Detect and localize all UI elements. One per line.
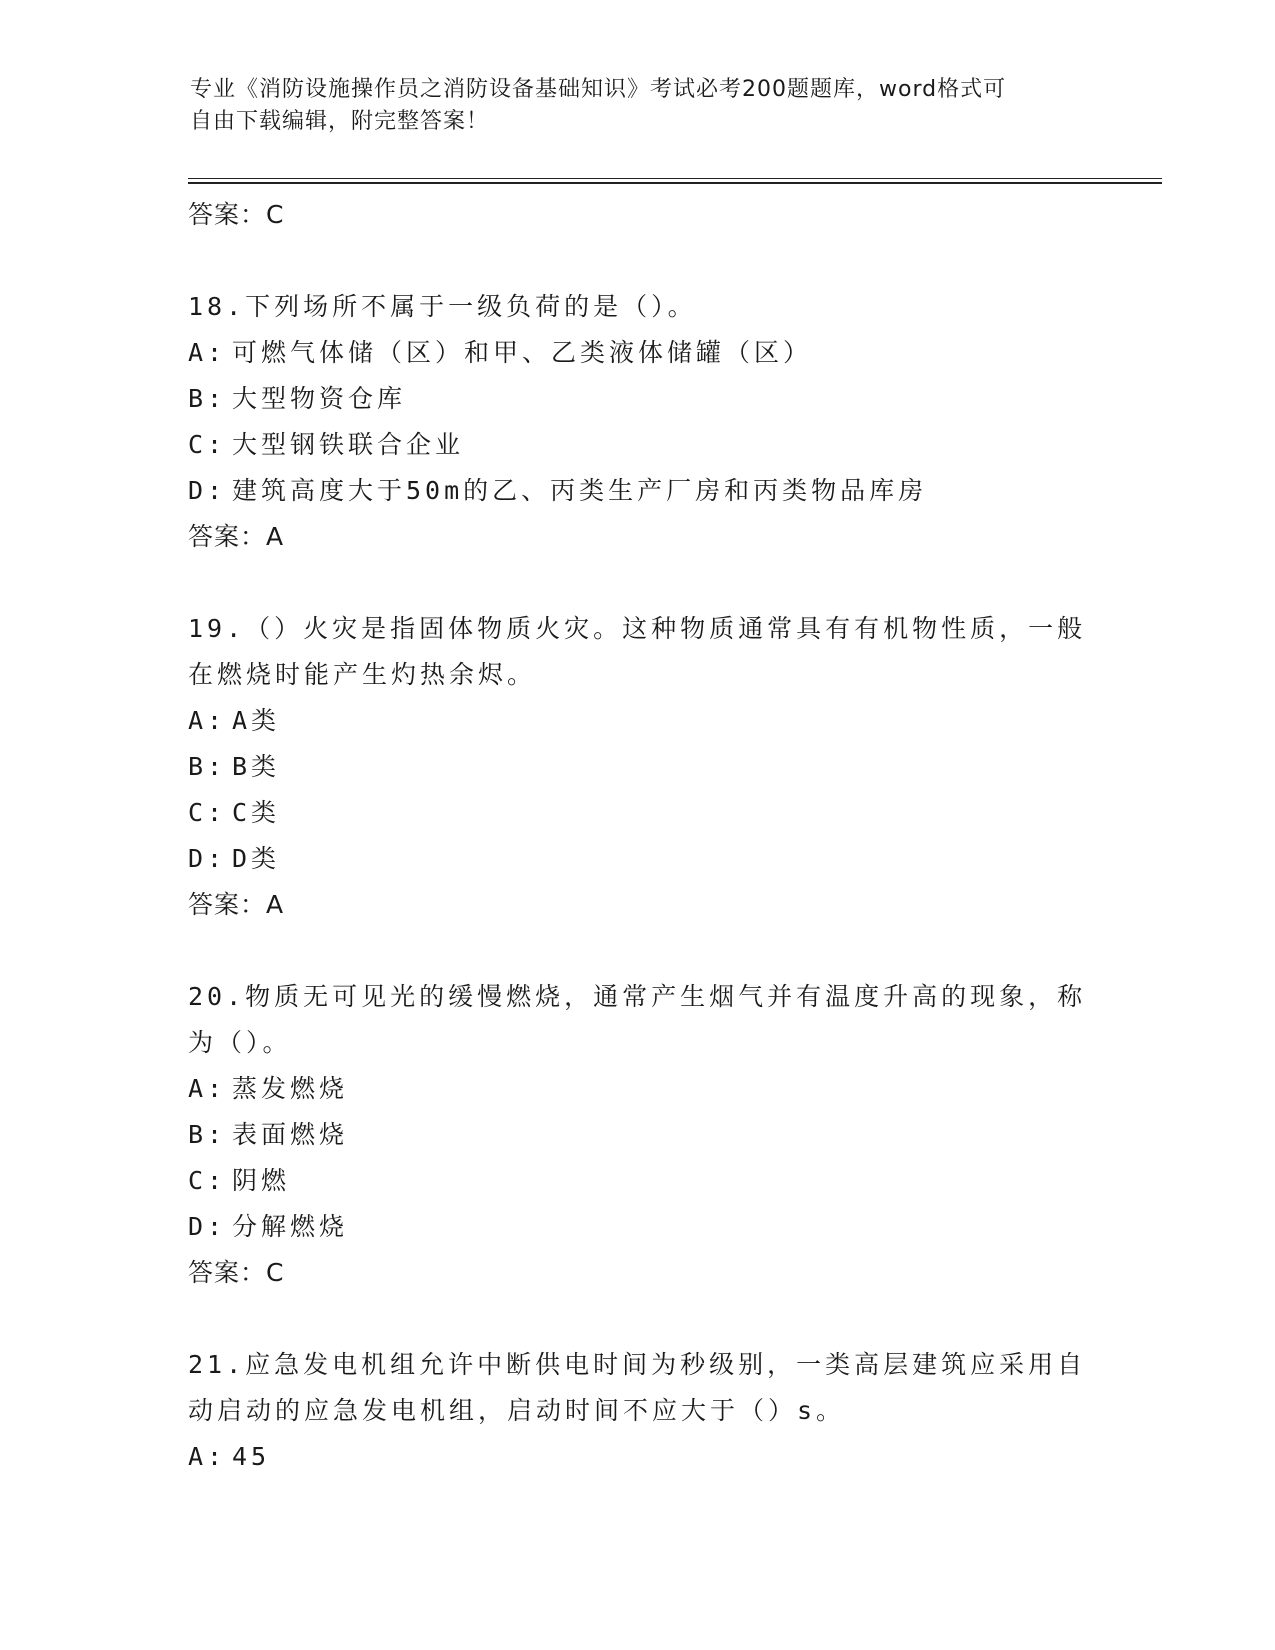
option-text: A类 — [232, 706, 281, 735]
option-letter: D: — [188, 1212, 227, 1241]
spacer — [188, 928, 1088, 974]
option-letter: B: — [188, 752, 227, 781]
option-letter: A: — [188, 1442, 227, 1471]
spacer — [188, 1296, 1088, 1342]
document-header — [190, 74, 1070, 138]
header-divider-thin — [188, 178, 1162, 179]
option-b — [188, 744, 1088, 790]
question-stem-line-2: 在燃烧时能产生灼热余烬。 — [188, 660, 537, 689]
option-letter: A: — [188, 1074, 227, 1103]
answer: 答案：A — [188, 890, 285, 919]
option-text: 45 — [232, 1442, 271, 1471]
option-c — [188, 1158, 1088, 1204]
option-c — [188, 790, 1088, 836]
option-c — [188, 422, 1088, 468]
question-stem-line-1: 19.（）火灾是指固体物质火灾。这种物质通常具有有机物性质，一般 — [188, 614, 1087, 643]
option-text: D类 — [232, 844, 281, 873]
option-letter: B: — [188, 1120, 227, 1149]
question-stem-line-1: 20.物质无可见光的缓慢燃烧，通常产生烟气并有温度升高的现象，称 — [188, 982, 1087, 1011]
option-letter: B: — [188, 384, 227, 413]
question-list — [188, 192, 1088, 1480]
option-d — [188, 1204, 1088, 1250]
question-18 — [188, 284, 1088, 560]
question-21 — [188, 1342, 1088, 1480]
option-d — [188, 836, 1088, 882]
option-text: C类 — [232, 798, 281, 827]
option-a — [188, 698, 1088, 744]
option-text: B类 — [232, 752, 281, 781]
option-letter: C: — [188, 430, 227, 459]
option-text: 表面燃烧 — [232, 1120, 349, 1149]
option-text: 蒸发燃烧 — [232, 1074, 349, 1103]
option-text: 建筑高度大于50m的乙、丙类生产厂房和丙类物品库房 — [232, 476, 928, 505]
question-stem-line-2: 为（）。 — [188, 1028, 292, 1057]
question-20 — [188, 974, 1088, 1296]
spacer — [188, 238, 1088, 284]
option-letter: D: — [188, 476, 227, 505]
option-letter: C: — [188, 798, 227, 827]
question-stem-line-1: 21.应急发电机组允许中断供电时间为秒级别，一类高层建筑应采用自 — [188, 1350, 1087, 1379]
spacer — [188, 560, 1088, 606]
question-19 — [188, 606, 1088, 928]
header-line-2: 自由下载编辑，附完整答案！ — [190, 109, 490, 134]
option-text: 大型钢铁联合企业 — [232, 430, 465, 459]
question-stem: 18.下列场所不属于一级负荷的是（）。 — [188, 292, 697, 321]
option-letter: A: — [188, 338, 227, 367]
option-text: 阴燃 — [232, 1166, 291, 1195]
header-divider-thick — [188, 182, 1162, 184]
answer: 答案：A — [188, 522, 285, 551]
option-letter: D: — [188, 844, 227, 873]
option-text: 大型物资仓库 — [232, 384, 407, 413]
option-b — [188, 1112, 1088, 1158]
option-text: 可燃气体储（区）和甲、乙类液体储罐（区） — [232, 338, 813, 367]
option-letter: A: — [188, 706, 227, 735]
previous-answer: 答案：C — [188, 200, 285, 229]
option-b — [188, 376, 1088, 422]
header-line-1: 专业《消防设施操作员之消防设备基础知识》考试必考200题题库，word格式可 — [190, 77, 1007, 102]
option-text: 分解燃烧 — [232, 1212, 349, 1241]
option-a — [188, 1434, 1088, 1480]
option-a — [188, 330, 1088, 376]
answer: 答案：C — [188, 1258, 285, 1287]
option-a — [188, 1066, 1088, 1112]
option-letter: C: — [188, 1166, 227, 1195]
question-stem-line-2: 动启动的应急发电机组，启动时间不应大于（）s。 — [188, 1396, 846, 1425]
option-d — [188, 468, 1088, 514]
